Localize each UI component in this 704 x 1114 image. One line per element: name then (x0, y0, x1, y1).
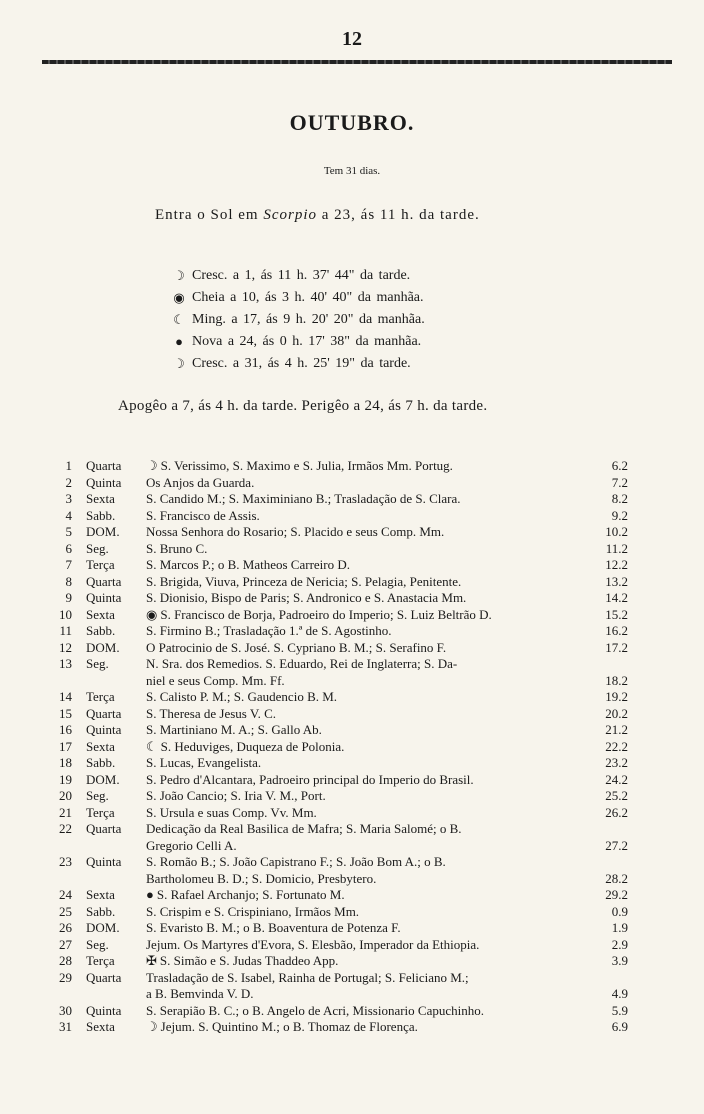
moon-phase-text: Cheia a 10, ás 3 h. 40' 40" da manhãa. (192, 290, 424, 305)
day-number: 31 (59, 1019, 72, 1034)
day-number: 12 (59, 639, 72, 655)
day-row (48, 623, 628, 640)
day-row (48, 557, 628, 574)
day-saints (146, 1003, 580, 1020)
day-weekday: Quarta (86, 458, 122, 473)
day-value: 15.2 (605, 606, 628, 622)
day-value: 21.2 (605, 722, 628, 737)
day-weekday: Terça (86, 804, 115, 820)
day-saints (146, 755, 580, 772)
day-number: 27 (59, 936, 72, 952)
day-value: 3.9 (611, 953, 628, 968)
moon-phase-icon: ◉ (146, 606, 158, 622)
day-weekday: Terça (86, 953, 115, 968)
day-row (48, 541, 628, 558)
day-number: 23 (59, 854, 72, 869)
day-saints (146, 970, 580, 1003)
day-row (48, 805, 628, 822)
day-saints (146, 491, 580, 508)
day-weekday: DOM. (86, 639, 120, 655)
day-saints-text: O Patrocinio de S. José. S. Cypriano B. M.; S. Serafino F. (146, 639, 447, 655)
day-number: 22 (59, 821, 72, 836)
day-value: 5.9 (611, 1002, 628, 1018)
day-weekday: Sexta (86, 491, 115, 506)
day-saints (146, 574, 580, 591)
day-saints-text: S. Firmino B.; Trasladação 1.ª de S. Agostinho. (146, 623, 392, 638)
day-weekday: Sexta (86, 887, 115, 902)
day-saints-text: S. Calisto P. M.; S. Gaudencio B. M. (146, 689, 338, 704)
day-weekday: Sexta (86, 606, 115, 622)
day-saints-text: S. Evaristo B. M.; o B. Boaventura de Potenza F. (146, 920, 401, 935)
moon-phase-icon: ☽ (146, 458, 158, 473)
day-number: 5 (65, 524, 72, 539)
day-saints-text: Jejum. Os Martyres d'Evora, S. Elesbão, Imperador da Ethiopia. (146, 936, 480, 952)
day-saints (146, 904, 580, 921)
day-saints-text: Jejum. S. Quintino M.; o B. Thomaz de Florença. (160, 1019, 418, 1034)
day-number: 18 (59, 755, 72, 770)
new-moon-icon: ● (175, 334, 183, 349)
day-weekday: Quinta (86, 474, 122, 490)
day-saints-text: S. Brigida, Viuva, Princeza de Nericia; S. Pelagia, Penitente. (146, 573, 462, 589)
sun-entry-line (155, 207, 480, 224)
moon-phase-icon: ✠ (146, 953, 157, 968)
day-value: 22.2 (605, 738, 628, 754)
day-number: 4 (65, 507, 72, 523)
day-number: 8 (65, 573, 72, 589)
day-saints-text: S. Simão e S. Judas Thaddeo App. (159, 953, 339, 968)
day-saints (146, 887, 580, 904)
day-value: 13.2 (605, 573, 628, 589)
day-saints-text: S. Lucas, Evangelista. (146, 755, 262, 770)
day-weekday: DOM. (86, 524, 120, 539)
moon-phase-icon: ● (146, 887, 154, 902)
day-saints (146, 508, 580, 525)
day-weekday: Sexta (86, 1019, 115, 1034)
day-value: 29.2 (605, 887, 628, 902)
day-row (48, 854, 628, 887)
day-number: 2 (65, 474, 72, 490)
day-number: 30 (59, 1002, 72, 1018)
day-value: 25.2 (605, 788, 628, 803)
crescent-moon-icon: ☽ (173, 268, 185, 283)
day-row (48, 1003, 628, 1020)
day-saints-text: S. Martiniano M. A.; S. Gallo Ab. (146, 722, 322, 737)
day-value: 6.2 (611, 458, 628, 473)
day-number: 14 (59, 689, 72, 704)
day-number: 28 (59, 953, 72, 968)
day-number: 7 (65, 557, 72, 572)
day-saints (146, 739, 580, 756)
day-number: 25 (59, 903, 72, 919)
day-value: 9.2 (611, 507, 628, 523)
day-saints-text: Trasladação de S. Isabel, Rainha de Portugal; S. Feliciano M.; a B. Bemvinda V. D. (146, 969, 469, 1001)
day-value: 19.2 (605, 689, 628, 704)
day-weekday: Quinta (86, 722, 122, 737)
day-value: 1.9 (611, 920, 628, 935)
day-row (48, 970, 628, 1003)
day-number: 3 (65, 491, 72, 506)
day-number: 6 (65, 540, 72, 556)
day-weekday: Seg. (86, 936, 109, 952)
day-weekday: DOM. (86, 920, 120, 935)
day-saints (146, 458, 580, 475)
day-weekday: Quarta (86, 821, 122, 836)
day-weekday: Sexta (86, 738, 115, 754)
day-saints-text: S. Romão B.; S. João Capistrano F.; S. João Bom A.; o B. Bartholomeu B. D.; S. Domicio, Presbytero. (146, 854, 446, 886)
day-row (48, 689, 628, 706)
day-number: 13 (59, 656, 72, 671)
day-saints-text: S. Candido M.; S. Maximiniano B.; Trasladação de S. Clara. (146, 491, 461, 506)
day-weekday: Quinta (86, 854, 122, 869)
day-row (48, 491, 628, 508)
day-row (48, 788, 628, 805)
day-weekday: Terça (86, 689, 115, 704)
day-row (48, 607, 628, 624)
day-row (48, 524, 628, 541)
moon-phase-icon: ☾ (146, 738, 158, 754)
day-number: 20 (59, 788, 72, 803)
day-number: 29 (59, 969, 72, 985)
day-row (48, 904, 628, 921)
page-number: 12 (342, 28, 362, 50)
day-row (48, 937, 628, 954)
day-value: 8.2 (611, 491, 628, 506)
day-weekday: Quarta (86, 705, 122, 721)
day-saints-text: S. Francisco de Borja, Padroeiro do Imperio; S. Luiz Beltrão D. (160, 606, 492, 622)
day-weekday: Sabb. (86, 623, 116, 638)
day-value: 11.2 (605, 540, 628, 556)
day-saints-text: Os Anjos da Guarda. (146, 474, 255, 490)
day-saints-text: S. Crispim e S. Crispiniano, Irmãos Mm. (146, 903, 360, 919)
moon-phases (172, 265, 425, 375)
day-weekday: Seg. (86, 656, 109, 671)
day-row (48, 656, 628, 689)
day-number: 10 (59, 606, 72, 622)
sun-entry-before: Entra o Sol em (155, 207, 259, 223)
moon-phase-text: Ming. a 17, ás 9 h. 20' 20" da manhãa. (192, 312, 425, 327)
day-weekday: Seg. (86, 788, 109, 803)
moon-phase-row (172, 265, 425, 287)
day-saints (146, 854, 580, 887)
day-row (48, 887, 628, 904)
moon-phase-text: Cresc. a 1, ás 11 h. 37' 44" da tarde. (192, 268, 411, 283)
day-weekday: Sabb. (86, 507, 116, 523)
sun-entry-after: a 23, ás 11 h. da tarde. (321, 207, 480, 223)
day-saints-text: Nossa Senhora do Rosario; S. Placido e seus Comp. Mm. (146, 524, 445, 539)
day-saints-text: S. Verissimo, S. Maximo e S. Julia, Irmãos Mm. Portug. (160, 458, 453, 473)
day-value: 17.2 (605, 639, 628, 655)
day-number: 26 (59, 920, 72, 935)
day-saints-text: S. Ursula e suas Comp. Vv. Mm. (146, 804, 317, 820)
day-saints (146, 640, 580, 657)
day-weekday: DOM. (86, 771, 120, 787)
day-saints-text: S. Marcos P.; o B. Matheos Carreiro D. (146, 557, 351, 572)
day-saints (146, 1019, 580, 1036)
full-moon-icon: ◉ (173, 290, 185, 305)
month-title: OUTUBRO. (289, 110, 415, 135)
day-saints-text: S. Theresa de Jesus V. C. (146, 705, 276, 721)
day-saints (146, 953, 580, 970)
day-saints (146, 656, 580, 689)
day-number: 9 (65, 590, 72, 605)
day-number: 17 (59, 738, 72, 754)
day-weekday: Sabb. (86, 755, 116, 770)
moon-phase-row (172, 353, 425, 375)
day-number: 24 (59, 887, 72, 902)
day-saints-text: S. João Cancio; S. Iria V. M., Port. (146, 788, 326, 803)
day-row (48, 475, 628, 492)
day-saints (146, 590, 580, 607)
day-saints (146, 623, 580, 640)
moon-phase-text: Nova a 24, ás 0 h. 17' 38" da manhãa. (192, 334, 422, 349)
day-value: 20.2 (605, 705, 628, 721)
day-value: 14.2 (605, 590, 628, 605)
day-value: 10.2 (605, 524, 628, 539)
day-value: 12.2 (605, 557, 628, 572)
day-weekday: Quarta (86, 573, 122, 589)
day-row (48, 574, 628, 591)
moon-phase-row (172, 287, 425, 309)
sun-sign: Scorpio (263, 207, 317, 223)
day-row (48, 722, 628, 739)
day-weekday: Terça (86, 557, 115, 572)
day-saints-text: S. Rafael Archanjo; S. Fortunato M. (156, 887, 345, 902)
day-row (48, 953, 628, 970)
day-saints-text: S. Pedro d'Alcantara, Padroeiro principal do Imperio do Brasil. (146, 771, 474, 787)
day-row (48, 755, 628, 772)
day-row (48, 772, 628, 789)
day-saints-text: S. Dionisio, Bispo de Paris; S. Andronico e S. Anastacia Mm. (146, 590, 467, 605)
month-days-count: Tem 31 dias. (323, 165, 381, 177)
day-weekday: Sabb. (86, 903, 116, 919)
day-value: 16.2 (605, 623, 628, 638)
day-row (48, 590, 628, 607)
day-saints-text: S. Serapião B. C.; o B. Angelo de Acri, Missionario Capuchinho. (146, 1002, 484, 1018)
day-row (48, 640, 628, 657)
moon-phase-icon: ☽ (146, 1019, 158, 1034)
day-value: 26.2 (605, 804, 628, 820)
day-saints-text: Dedicação da Real Basilica de Mafra; S. Maria Salomé; o B. Gregorio Celli A. (146, 821, 462, 853)
day-number: 1 (65, 458, 72, 473)
day-saints-text: S. Heduviges, Duqueza de Polonia. (160, 738, 345, 754)
day-weekday: Seg. (86, 540, 109, 556)
header-rule (42, 60, 672, 64)
moon-phase-row (172, 331, 425, 353)
day-value: 4.9 (611, 986, 628, 1001)
day-value: 18.2 (605, 672, 628, 688)
day-number: 19 (59, 771, 72, 787)
day-saints (146, 772, 580, 789)
day-saints (146, 821, 580, 854)
day-saints-text: S. Francisco de Assis. (146, 507, 260, 523)
waning-moon-icon: ☾ (173, 312, 185, 327)
day-row (48, 920, 628, 937)
day-saints (146, 722, 580, 739)
day-saints (146, 788, 580, 805)
day-value: 6.9 (611, 1019, 628, 1034)
day-saints (146, 607, 580, 624)
moon-phase-row (172, 309, 425, 331)
day-number: 11 (59, 623, 72, 638)
day-weekday: Quarta (86, 969, 122, 985)
day-number: 16 (59, 722, 72, 737)
day-value: 28.2 (605, 870, 628, 886)
day-weekday: Quinta (86, 590, 122, 605)
day-saints (146, 706, 580, 723)
day-row (48, 706, 628, 723)
day-saints (146, 541, 580, 558)
day-row (48, 458, 628, 475)
moon-phase-text: Cresc. a 31, ás 4 h. 25' 19" da tarde. (192, 356, 411, 371)
day-list (48, 458, 628, 1036)
day-value: 0.9 (611, 903, 628, 919)
day-saints (146, 557, 580, 574)
day-saints (146, 805, 580, 822)
day-value: 24.2 (605, 771, 628, 787)
day-saints (146, 689, 580, 706)
day-saints-text: S. Bruno C. (146, 540, 208, 556)
day-value: 27.2 (605, 837, 628, 853)
day-saints (146, 524, 580, 541)
apogee-perigee-line: Apogêo a 7, ás 4 h. da tarde. Perigêo a 24, ás 7 h. da tarde. (118, 398, 488, 414)
day-saints (146, 475, 580, 492)
day-saints (146, 937, 580, 954)
day-weekday: Quinta (86, 1002, 122, 1018)
day-value: 7.2 (611, 474, 628, 490)
day-number: 21 (59, 804, 72, 820)
day-row (48, 1019, 628, 1036)
day-value: 2.9 (611, 936, 628, 952)
crescent-moon-icon: ☽ (173, 356, 185, 371)
day-saints (146, 920, 580, 937)
day-row (48, 821, 628, 854)
day-row (48, 508, 628, 525)
day-value: 23.2 (605, 755, 628, 770)
day-row (48, 739, 628, 756)
day-number: 15 (59, 705, 72, 721)
day-saints-text: N. Sra. dos Remedios. S. Eduardo, Rei de Inglaterra; S. Da- niel e seus Comp. Mm. Ff. (146, 656, 458, 688)
